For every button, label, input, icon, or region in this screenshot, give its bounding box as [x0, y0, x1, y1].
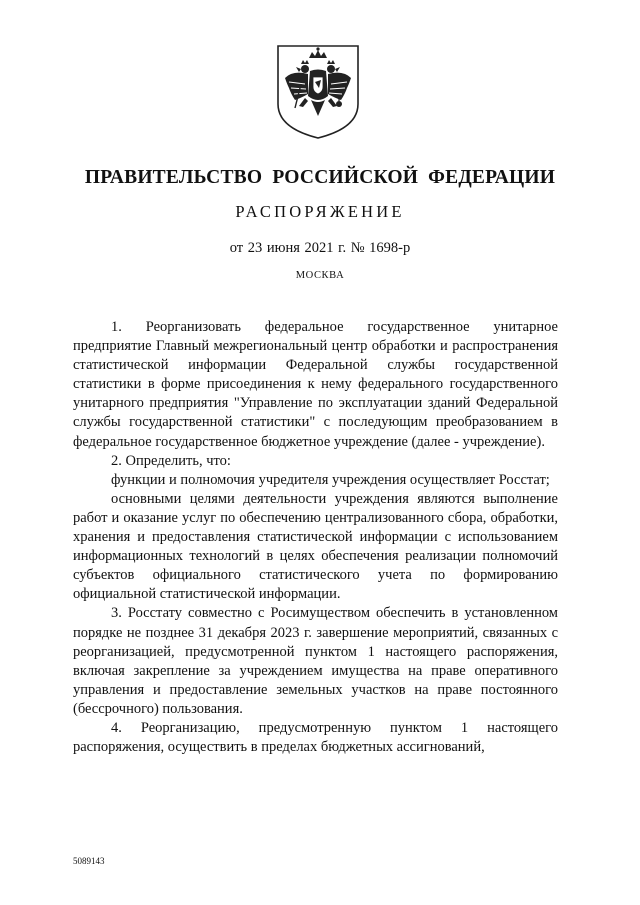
coat-of-arms-icon [275, 44, 361, 140]
document-type: РАСПОРЯЖЕНИЕ [235, 202, 405, 221]
paragraph-4: 4. Реорганизацию, предусмотренную пунктом 1 настоящего распоряжения, осуществить в пределах бюджетных ассигнований, [73, 719, 558, 756]
document-registration-number: 5089143 [73, 856, 105, 866]
paragraph-1: 1. Реорганизовать федеральное государственное унитарное предприятие Главный межрегиональный центр обработки и распространения статистической информации Федеральной службы государственной статистики в форме присоединения к нему федерального государственного унитарного предприятия "Управление по эксплуатации зданий Федеральной службы государственной статистики" с последующим преобразованием в федеральное государственное бюджетное учреждение (далее - учреждение). [73, 319, 558, 450]
document-body [73, 318, 558, 757]
document-date-number: от 23 июня 2021 г. № 1698-р [229, 240, 411, 256]
document-city: МОСКВА [295, 270, 345, 281]
government-title: ПРАВИТЕЛЬСТВО РОССИЙСКОЙ ФЕДЕРАЦИИ [84, 167, 556, 188]
paragraph-3: 3. Росстату совместно с Росимуществом обеспечить в установленном порядке не позднее 31 декабря 2023 г. завершение мероприятий, связанных с реорганизацией, предусмотренной пунктом 1 настоящего распоряжения, включая закрепление за учреждением имущества на праве оперативного управления и предоставление земельных участков на праве постоянного (бессрочного) пользования. [73, 605, 558, 717]
paragraph-2: 2. Определить, что: [111, 452, 231, 469]
paragraph-2-item-1: функции и полномочия учредителя учреждения осуществляет Росстат; [111, 471, 550, 488]
paragraph-2-item-2: основными целями деятельности учреждения являются выполнение работ и оказание услуг по обеспечению централизованного сбора, обработки, хранения и предоставления статистической информации с использованием информационных технологий в целях обеспечения реализации полномочий субъектов официального статистического учета по формированию официальной статистической информации. [73, 490, 558, 603]
